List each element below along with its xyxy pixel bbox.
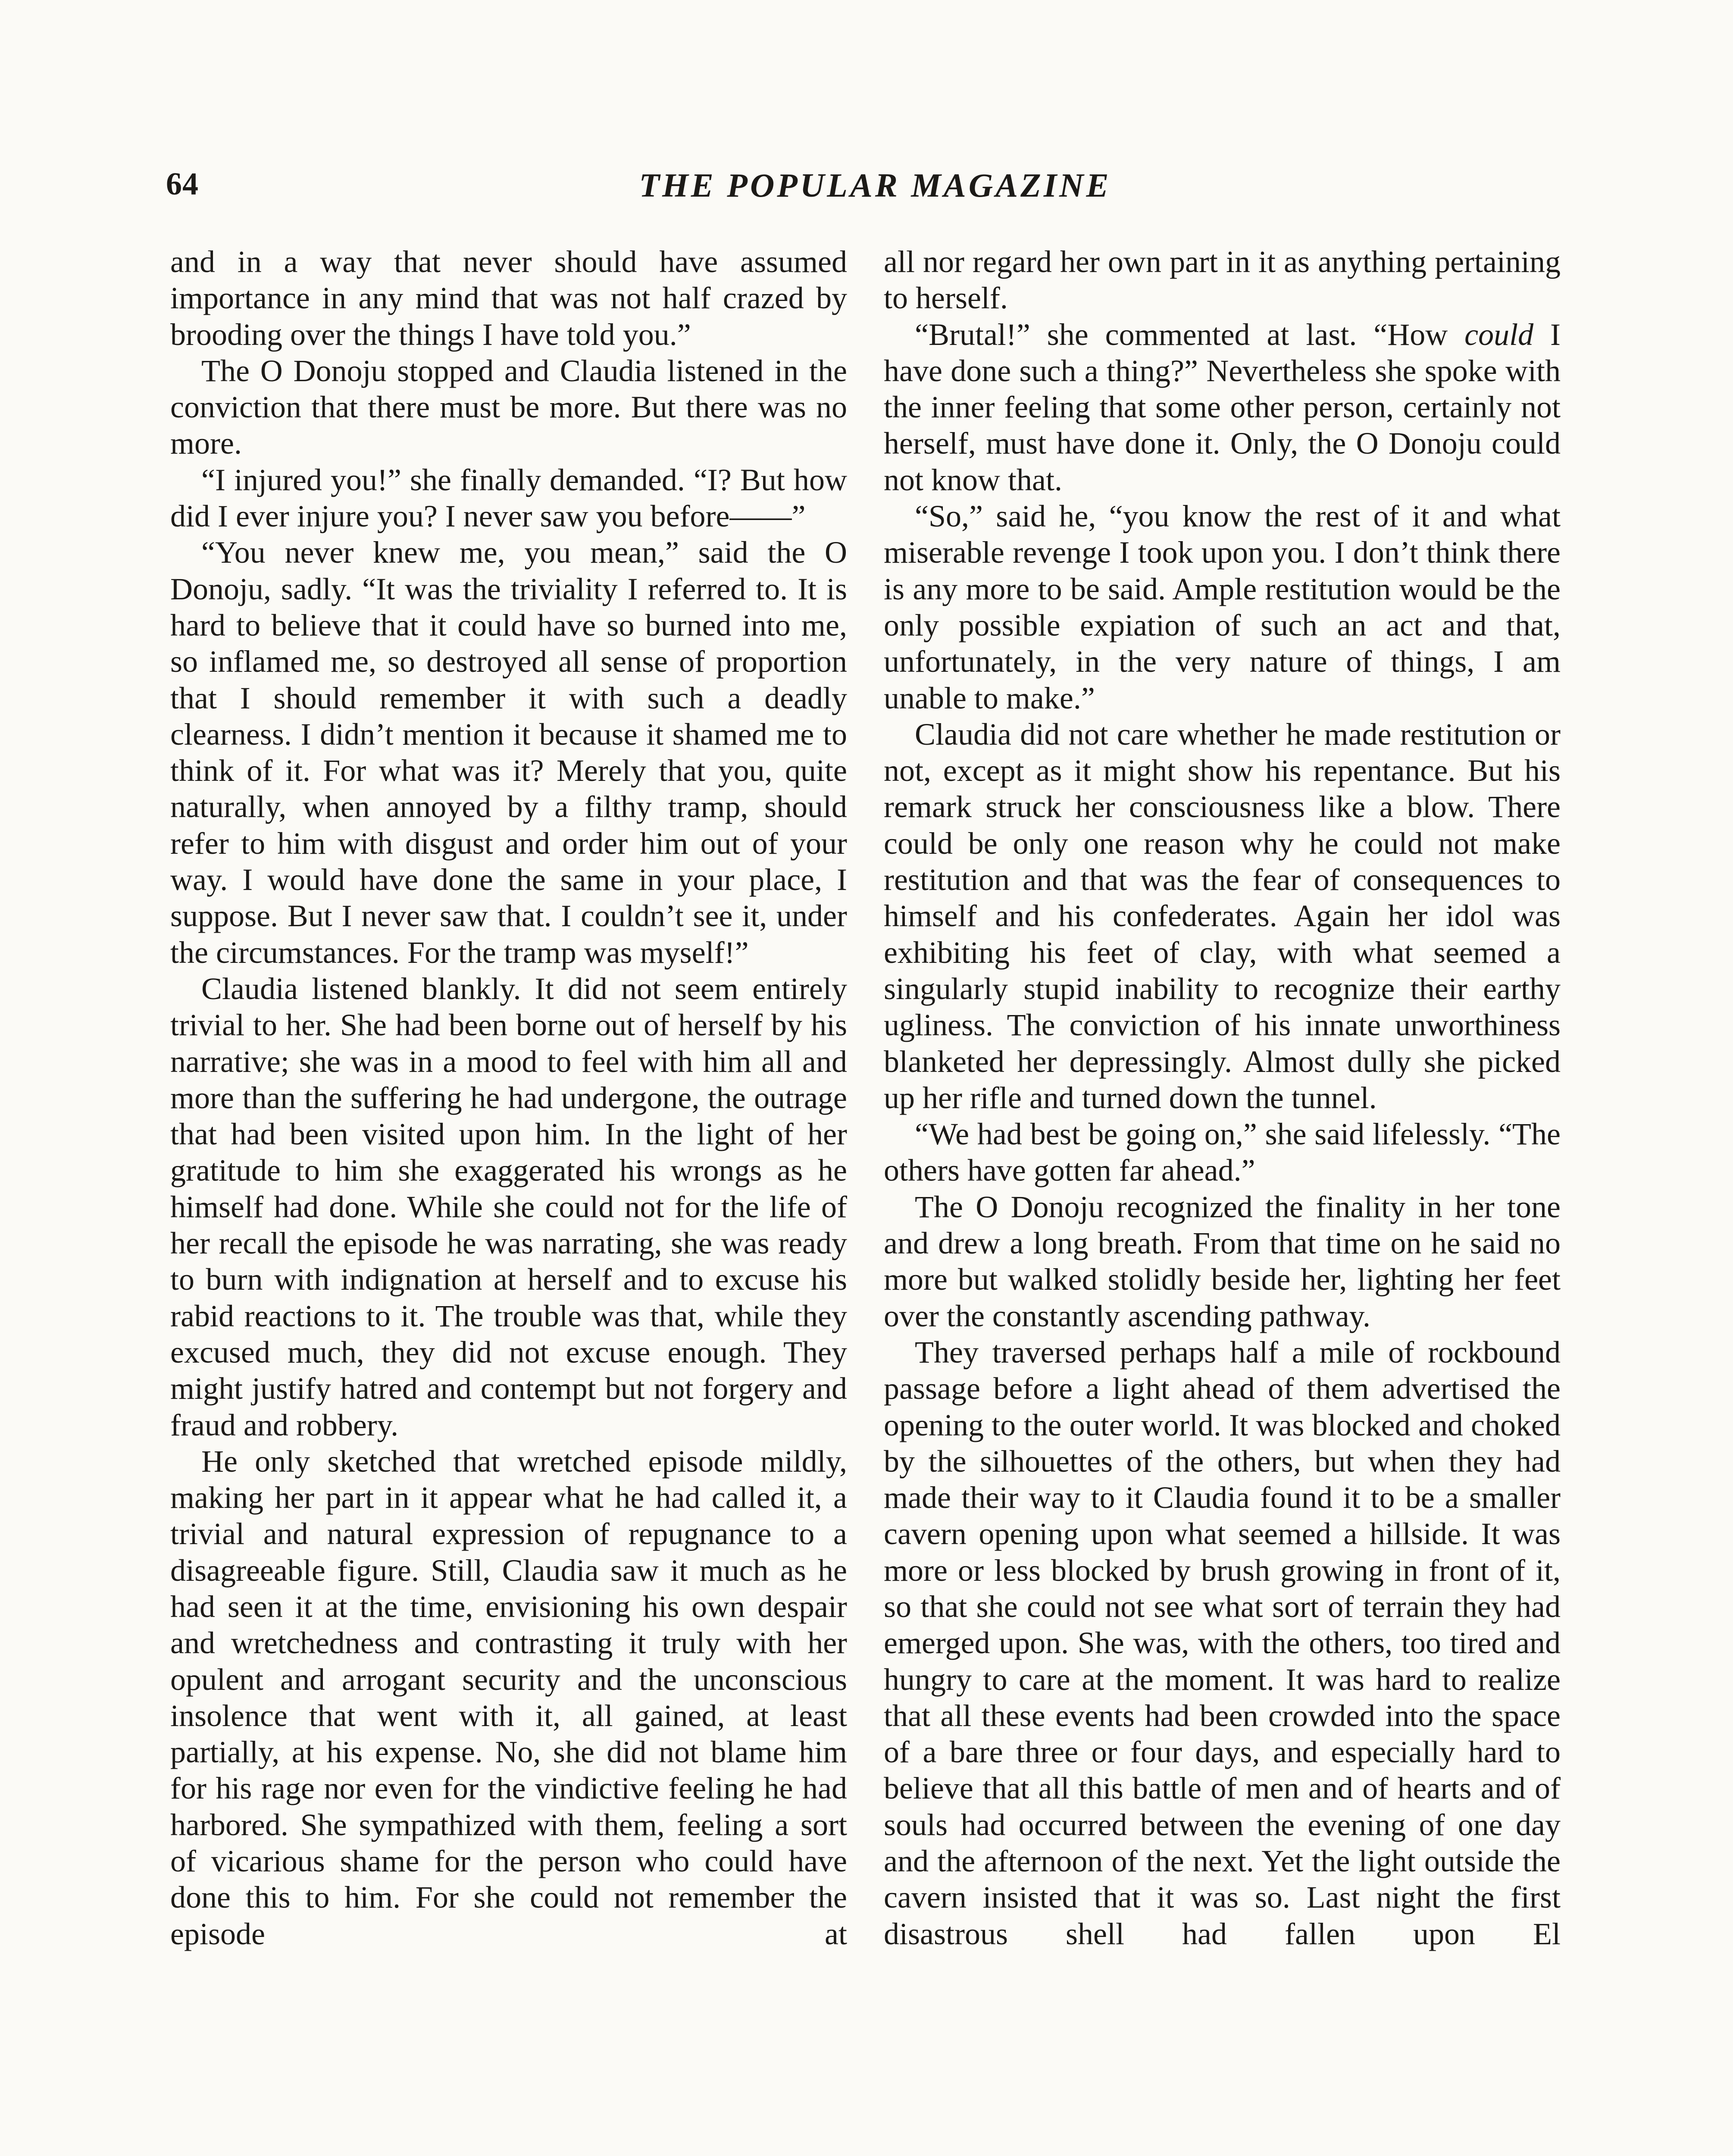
paragraph: The O Donoju recognized the finality in her tone and drew a long breath. From that time on he said no more but walked stolidly beside her, lighting her feet over the constantly ascending pathway. bbox=[884, 1189, 1561, 1333]
paragraph bbox=[884, 317, 1561, 498]
right-column bbox=[884, 244, 1561, 1952]
paragraph-text: “Brutal!” she commented at last. “How bbox=[915, 317, 1465, 352]
paragraph-text: I have done such a thing?” Nevertheless she spoke with the inner feeling that some other person, certainly not herself, must have done it. Only, the O Donoju could not know that. bbox=[884, 317, 1561, 497]
page-number: 64 bbox=[166, 166, 199, 202]
paragraph: “We had best be going on,” she said lifelessly. “The others have gotten far ahead.” bbox=[884, 1117, 1561, 1188]
paragraph: “You never knew me, you mean,” said the O Donoju, sadly. “It was the triviality I referred to. It is hard to believe that it could have so burned into me, so inflamed me, so destroyed all sense of proportion that I should remember it with such a deadly clearness. I didn’t mention it because it shamed me to think of it. For what was it? Merely that you, quite naturally, when annoyed by a filthy tramp, should refer to him with disgust and order him out of your way. I would have done the same in your place, I suppose. But I never saw that. I couldn’t see it, under the circumstances. For the tramp was myself!” bbox=[170, 535, 847, 970]
paragraph: The O Donoju stopped and Claudia listened in the conviction that there must be more. But there was no more. bbox=[170, 353, 847, 461]
left-column bbox=[170, 244, 847, 1952]
paragraph: and in a way that never should have assumed importance in any mind that was not half crazed by brooding over the things I have told you.” bbox=[170, 244, 847, 352]
paragraph: Claudia did not care whether he made restitution or not, except as it might show his repentance. But his remark struck her consciousness like a blow. There could be only one reason why he could not make restitution and that was the fear of consequences to himself and his confederates. Again her idol was exhibiting his feet of clay, with what seemed a singularly stupid inability to recognize their earthy ugliness. The conviction of his innate unworthiness blanketed her depressingly. Almost dully she picked up her rifle and turned down the tunnel. bbox=[884, 717, 1561, 1115]
paragraph: all nor regard her own part in it as anything pertaining to herself. bbox=[884, 244, 1561, 316]
paragraph: “So,” said he, “you know the rest of it and what miserable revenge I took upon you. I don’t think there is any more to be said. Ample restitution would be the only possible expiation of such an act and that, unfortunately, in the very nature of things, I am unable to make.” bbox=[884, 499, 1561, 715]
paragraph: He only sketched that wretched episode mildly, making her part in it appear what he had called it, a trivial and natural expression of repugnance to a disagreeable figure. Still, Claudia saw it much as he had seen it at the time, envisioning his own despair and wretchedness and contrasting it truly with her opulent and arrogant security and the unconscious insolence that went with it, all gained, at least partially, at his expense. No, she did not blame him for his rage nor even for the vindictive feeling he had harbored. She sympathized with them, feeling a sort of vicarious shame for the person who could have done this to him. For she could not remember the episode at bbox=[170, 1444, 847, 1951]
emphasis: could bbox=[1464, 317, 1534, 352]
paragraph: They traversed perhaps half a mile of rockbound passage before a light ahead of them advertised the opening to the outer world. It was blocked and choked by the silhouettes of the others, but when they had made their way to it Claudia found it to be a smaller cavern opening upon what seemed a hillside. It was more or less blocked by brush growing in front of it, so that she could not see what sort of terrain they had emerged upon. She was, with the others, too tired and hungry to care at the moment. It was hard to realize that all these events had been crowded into the space of a bare three or four days, and especially hard to believe that all this battle of men and of hearts and of souls had occurred between the evening of one day and the afternoon of the next. Yet the light outside the cavern insisted that it was so. Last night the first disastrous shell had fallen upon El bbox=[884, 1335, 1561, 1951]
paragraph: Claudia listened blankly. It did not seem entirely trivial to her. She had been borne out of herself by his narrative; she was in a mood to feel with him all and more than the suffering he had undergone, the outrage that had been visited upon him. In the light of her gratitude to him she exaggerated his wrongs as he himself had done. While she could not for the life of her recall the episode he was narrating, she was ready to burn with indignation at herself and to excuse his rabid reactions to it. The trouble was that, while they excused much, they did not excuse enough. They might justify hatred and contempt but not forgery and fraud and robbery. bbox=[170, 971, 847, 1442]
paragraph: “I injured you!” she finally demanded. “I? But how did I ever injure you? I never saw you before——” bbox=[170, 462, 847, 534]
running-head: THE POPULAR MAGAZINE bbox=[639, 166, 1111, 204]
